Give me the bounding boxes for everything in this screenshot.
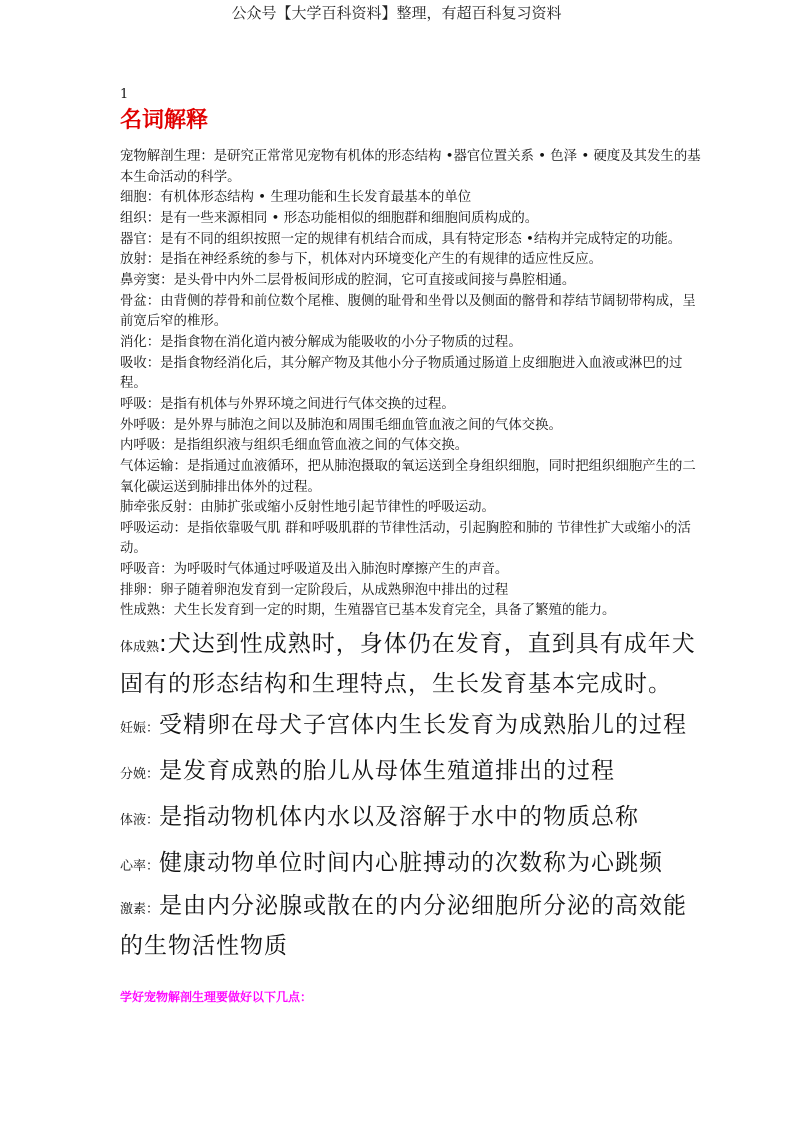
definition-item bbox=[120, 416, 705, 437]
definition-text: 是指食物经消化后，其分解产物及其他小分子物质通过肠道上皮细胞进入血液或淋巴的过程。 bbox=[120, 355, 683, 392]
definition-term: 呼吸运动： bbox=[120, 520, 187, 536]
definition-item bbox=[120, 188, 705, 209]
definition-text: 有机体形态结构 • 生理功能和生长发育最基本的单位 bbox=[160, 190, 472, 206]
definition-term: 外呼吸： bbox=[120, 417, 174, 433]
definition-term: 组织： bbox=[120, 210, 161, 226]
definition-text: 由肺扩张或缩小反射性地引起节律性的呼吸运动。 bbox=[200, 500, 495, 516]
definitions-list bbox=[120, 147, 705, 622]
definition-text: 受精卵在母犬子宫体内生长发育为成熟胎儿的过程 bbox=[159, 712, 688, 739]
large-definition-item bbox=[120, 626, 705, 704]
definition-term: 吸收： bbox=[120, 355, 161, 371]
definition-text: 卵子随着卵泡发育到一定阶段后，从成熟卵泡中排出的过程 bbox=[160, 582, 509, 598]
definition-text: 是发育成熟的胎儿从母体生殖道排出的过程 bbox=[159, 758, 616, 785]
definition-term: 妊娠： bbox=[120, 721, 160, 737]
definition-text: 由背侧的荐骨和前位数个尾椎、腹侧的耻骨和坐骨以及侧面的髂骨和荐结节阔韧带构成，呈前宽后窄的椎形。 bbox=[120, 293, 696, 330]
definition-term: 细胞： bbox=[120, 190, 161, 206]
large-definition-item bbox=[120, 842, 705, 888]
definition-text: 是指动物机体内水以及溶解于水中的物质总称 bbox=[159, 804, 640, 831]
definition-text: 为呼吸时气体通过呼吸道及出入肺泡时摩擦产生的声音。 bbox=[173, 562, 509, 578]
definition-item bbox=[120, 457, 705, 498]
definition-item bbox=[120, 581, 705, 602]
definition-term: 内呼吸： bbox=[120, 438, 174, 454]
definition-text: 是由内分泌腺或散在的内分泌细胞所分泌的高效能的生物活性物质 bbox=[120, 893, 688, 960]
definition-item bbox=[120, 209, 705, 230]
definition-text: 是指有机体与外界环境之间进行气体交换的过程。 bbox=[160, 396, 455, 412]
definition-text: 是有不同的组织按照一定的规律有机结合而成，具有特定形态 •结构并完成特定的功能。 bbox=[160, 231, 682, 247]
definition-term: 体液： bbox=[120, 813, 160, 829]
definition-item bbox=[120, 292, 705, 333]
section-title: 名词解释 bbox=[120, 108, 209, 133]
definition-item bbox=[120, 519, 705, 560]
definition-term: 性成熟： bbox=[120, 603, 174, 619]
definition-term: 排卵： bbox=[120, 582, 161, 598]
definition-term: 骨盆： bbox=[120, 293, 161, 309]
definition-text: 是外界与肺泡之间以及肺泡和周围毛细血管血液之间的气体交换。 bbox=[173, 417, 562, 433]
large-definitions bbox=[120, 626, 705, 966]
definition-item bbox=[120, 147, 705, 188]
definition-term: 心率： bbox=[120, 859, 160, 875]
study-tip-heading: 学好宠物解剖生理要做好以下几点： bbox=[120, 990, 313, 1005]
definition-item bbox=[120, 395, 705, 416]
definition-text: 是指依靠吸气肌 群和呼吸肌群的节律性活动，引起胸腔和肺的 节律性扩大或缩小的活动。 bbox=[120, 520, 691, 557]
definition-term: 鼻旁窦： bbox=[120, 272, 174, 288]
definition-term: 体成熟 bbox=[120, 640, 160, 656]
page-number: 1 bbox=[120, 87, 129, 102]
definition-text: 健康动物单位时间内心脏搏动的次数称为心跳频 bbox=[159, 850, 664, 877]
definition-text: 是指组织液与组织毛细血管血液之间的气体交换。 bbox=[173, 438, 469, 454]
definition-text: 是指食物在消化道内被分解成为能吸收的小分子物质的过程。 bbox=[160, 334, 522, 350]
definition-term: 气体运输： bbox=[120, 458, 187, 474]
definition-item bbox=[120, 498, 705, 519]
definition-item bbox=[120, 230, 705, 251]
large-definition-item bbox=[120, 888, 705, 966]
definition-text: 是有一些来源相同 • 形态功能相似的细胞群和细胞间质构成的。 bbox=[160, 210, 539, 226]
definition-term: 呼吸： bbox=[120, 396, 161, 412]
definition-item bbox=[120, 436, 705, 457]
page-header: 公众号【大学百科资料】整理，有超百科复习资料 bbox=[231, 4, 562, 22]
definition-term: 肺牵张反射： bbox=[120, 500, 201, 516]
definition-item bbox=[120, 333, 705, 354]
definition-text: 犬生长发育到一定的时期，生殖器官已基本发育完全，具备了繁殖的能力。 bbox=[173, 603, 616, 619]
large-definition-item bbox=[120, 750, 705, 796]
definition-term: 器官： bbox=[120, 231, 161, 247]
definition-text: 是研究正常常见宠物有机体的形态结构 •器官位置关系 • 色泽 • 硬度及其发生的基本生命活动的科学。 bbox=[120, 149, 701, 185]
definition-term: 呼吸音： bbox=[120, 562, 174, 578]
definition-text: :犬达到性成熟时，身体仍在发育，直到具有成年犬固有的形态结构和生理特点，生长发育基本完成时。 bbox=[120, 631, 696, 698]
definition-term: 分娩： bbox=[120, 767, 160, 783]
definition-term: 激素： bbox=[120, 902, 160, 918]
page-body bbox=[120, 147, 705, 1005]
definition-item bbox=[120, 560, 705, 581]
definition-term: 宠物解剖生理： bbox=[120, 149, 214, 164]
definition-item bbox=[120, 601, 705, 622]
definition-text: 是指在神经系统的参与下，机体对内环境变化产生的有规律的适应性反应。 bbox=[160, 252, 603, 268]
definition-term: 消化： bbox=[120, 334, 161, 350]
large-definition-item bbox=[120, 704, 705, 750]
definition-term: 放射： bbox=[120, 252, 161, 268]
large-definition-item bbox=[120, 796, 705, 842]
definition-item bbox=[120, 354, 705, 395]
definition-text: 是头骨中内外二层骨板间形成的腔洞，它可直接或间接与鼻腔相通。 bbox=[173, 272, 576, 288]
definition-item bbox=[120, 250, 705, 271]
definition-text: 是指通过血液循环，把从肺泡摄取的氧运送到全身组织细胞，同时把组织细胞产生的二氧化碳运送到肺排出体外的过程。 bbox=[120, 458, 696, 495]
definition-item bbox=[120, 271, 705, 292]
